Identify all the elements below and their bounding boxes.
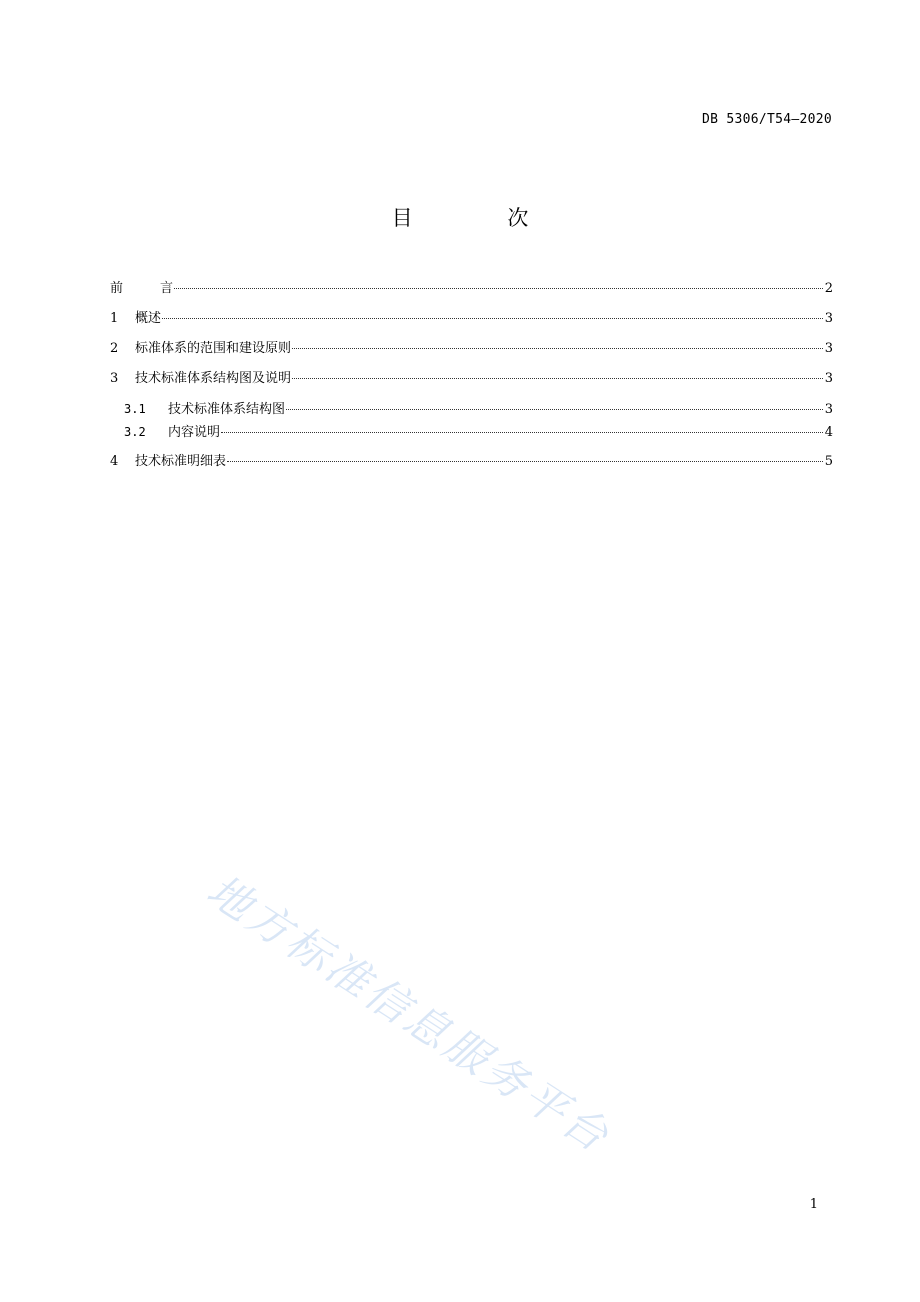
toc-entry-label: 技术标准明细表: [135, 454, 227, 469]
toc-entry-page: 3: [824, 341, 833, 356]
toc-entry-label: 标准体系的范围和建设原则: [135, 341, 292, 356]
toc-entry-number: 3: [110, 371, 119, 386]
toc-entry-label: 技术标准体系结构图: [168, 402, 286, 417]
toc-entry-number: 前: [110, 281, 124, 296]
toc-entry-number: 3.2: [124, 425, 146, 439]
toc-entry-number: 1: [110, 311, 119, 326]
toc-entry-number: 2: [110, 341, 119, 356]
toc-entry-label: 技术标准体系结构图及说明: [135, 371, 292, 386]
page-number: 1: [809, 1197, 818, 1212]
toc-entry-4[interactable]: [110, 453, 833, 471]
toc-leader-dots: [162, 317, 823, 319]
toc-entry-label: 概述: [135, 311, 162, 326]
toc-entry-number: 4: [110, 454, 119, 469]
toc-leader-dots: [174, 287, 823, 289]
toc-entry-label: 内容说明: [168, 425, 221, 440]
toc-entry-3-1[interactable]: [110, 400, 833, 418]
toc-entry-page: 3: [824, 402, 833, 417]
document-code: DB 5306/T54—2020: [701, 112, 832, 127]
toc-leader-dots: [292, 347, 823, 349]
toc-entry-1[interactable]: [110, 310, 833, 328]
page-title: 目 次: [391, 206, 573, 230]
watermark-text: 地方标准信息服务平台: [197, 865, 620, 1164]
toc-entry-page: 3: [824, 311, 833, 326]
toc-leader-dots: [292, 377, 823, 379]
toc-entry-3-2[interactable]: [110, 423, 833, 441]
toc-entry-3[interactable]: [110, 370, 833, 388]
toc-leader-dots: [221, 431, 823, 433]
toc-entry-page: 3: [824, 371, 833, 386]
toc-leader-dots: [227, 460, 823, 462]
toc-entry-number: 3.1: [124, 402, 146, 416]
toc-entry-page: 2: [824, 281, 833, 296]
toc-entry-page: 4: [824, 425, 833, 440]
table-of-contents: [110, 280, 833, 471]
toc-entry-2[interactable]: [110, 340, 833, 358]
toc-entry-label: 言: [160, 281, 174, 296]
toc-entry-page: 5: [824, 454, 833, 469]
toc-entry-preface[interactable]: [110, 280, 833, 298]
toc-leader-dots: [286, 408, 823, 410]
